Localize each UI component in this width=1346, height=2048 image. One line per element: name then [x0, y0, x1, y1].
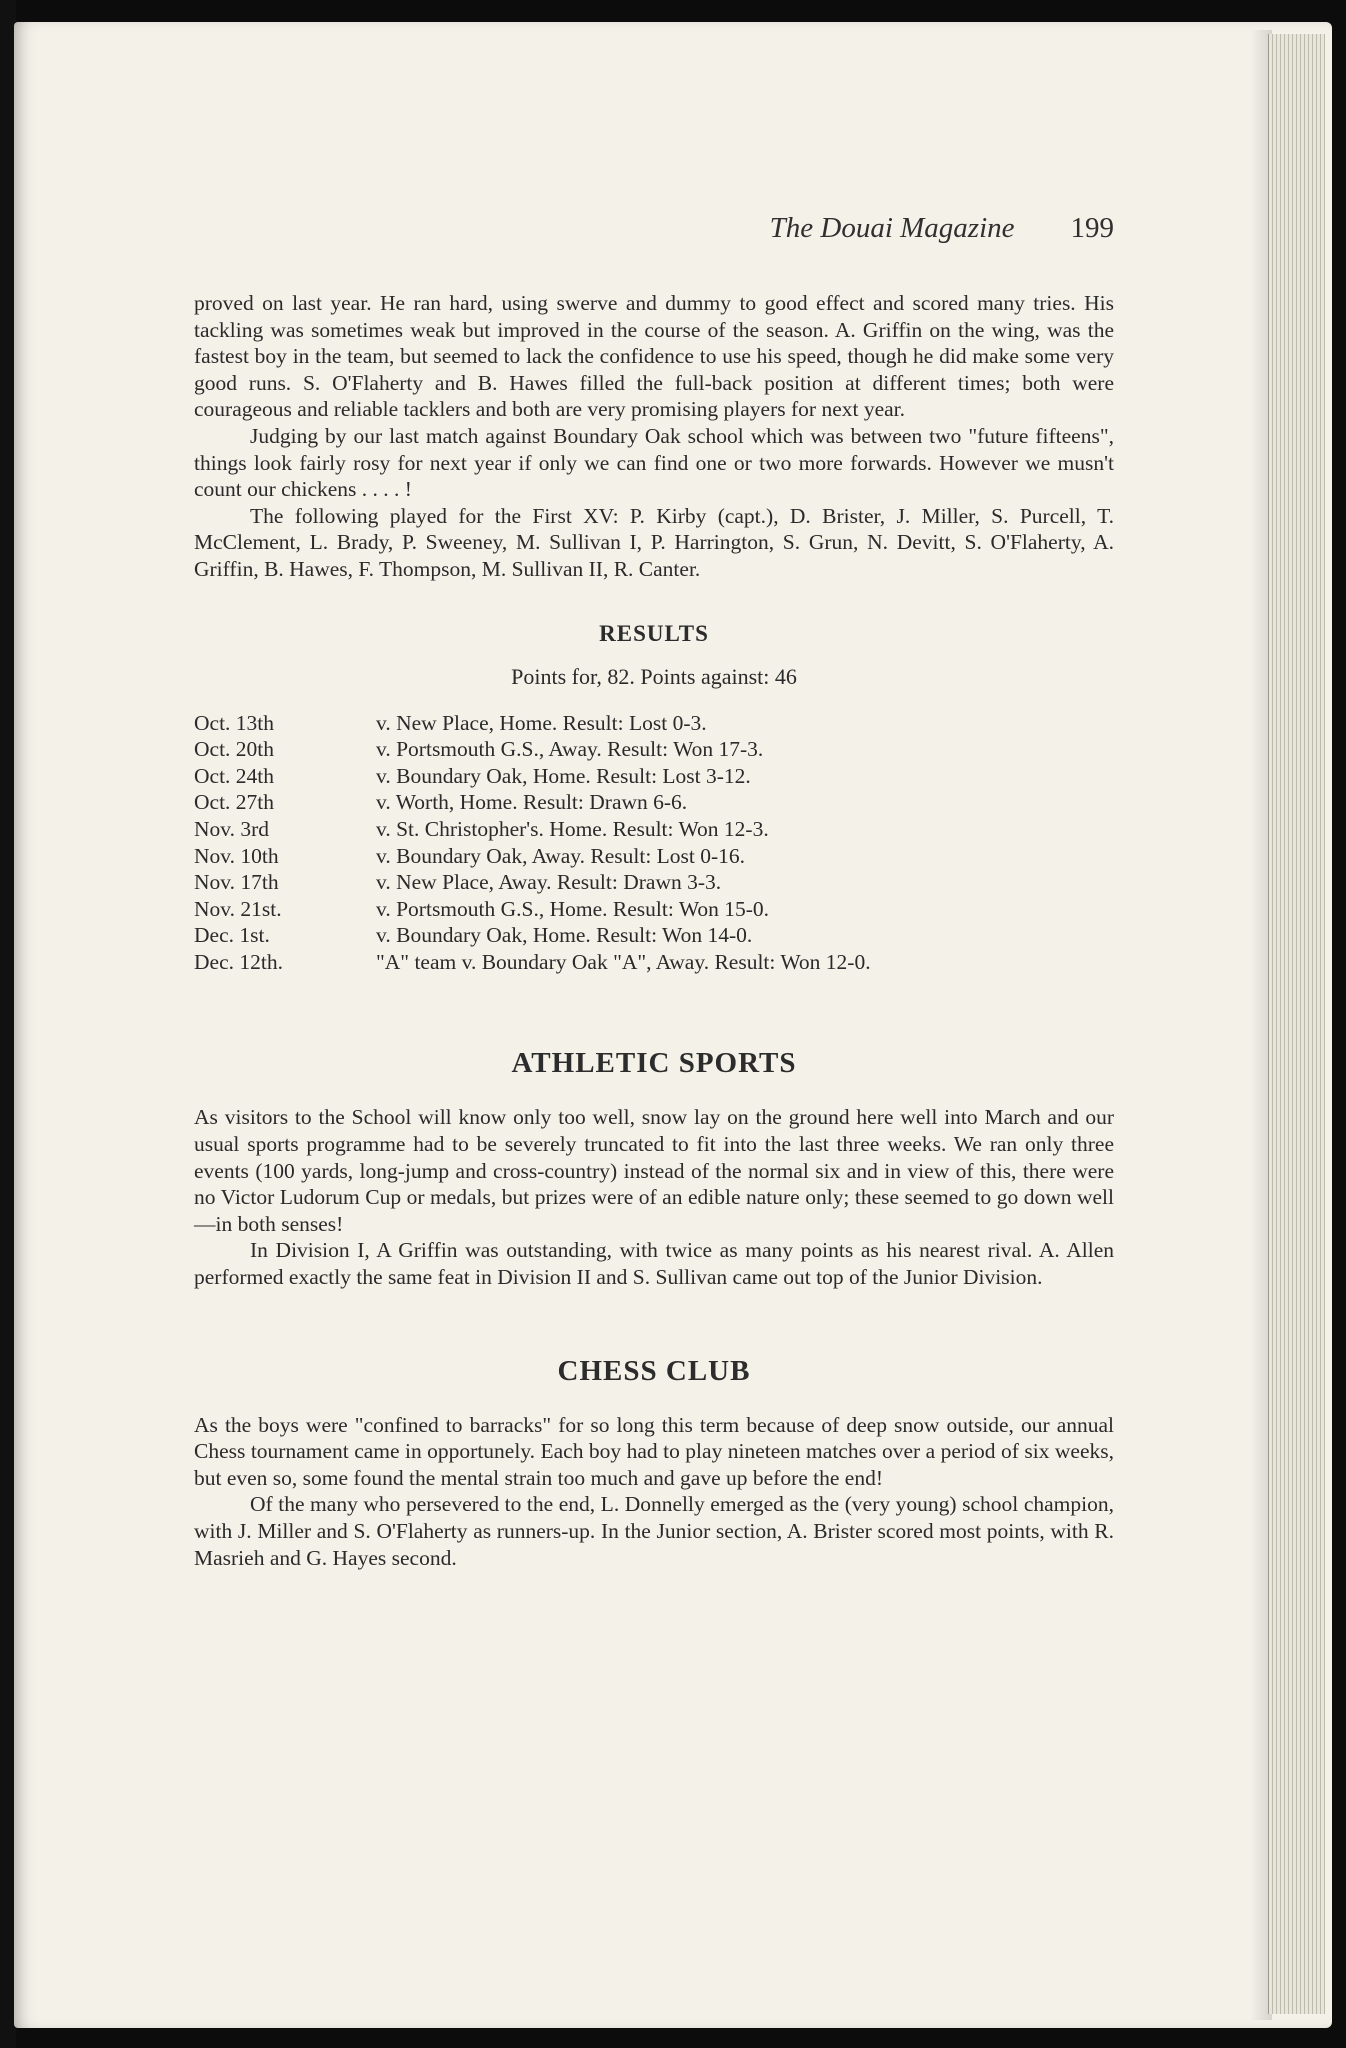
table-row — [194, 869, 1076, 896]
table-row — [194, 763, 1076, 790]
rugby-paragraph: proved on last year. He ran hard, using swerve and dummy to good effect and scored many tries. His tackling was sometimes weak but improved in the course of the season. A. Griffin on the wing, was the fastest boy in the team, but seemed to lack the confidence to use his speed, though he did make some very good runs. S. O'Flaherty and B. Hawes filled the full-back position at different times; both were courageous and reliable tacklers and both are very promising players for next year. — [194, 291, 1114, 422]
table-row — [194, 949, 1076, 976]
athletic-sports-heading: ATHLETIC SPORTS — [511, 1047, 797, 1080]
rugby-paragraph: Judging by our last match against Boundary Oak school which was between two "future fifteens", things look fairly rosy for next year if only we can find one or two more forwards. However we musn't count our chickens . . . . ! — [194, 423, 1114, 502]
match-date: Nov. 10th — [194, 843, 279, 868]
match-result: "A" team v. Boundary Oak "A", Away. Result: Won 12-0. — [376, 949, 871, 974]
match-result: v. Portsmouth G.S., Away. Result: Won 17-3. — [376, 737, 764, 762]
page-edges — [1268, 34, 1325, 2014]
table-row — [194, 896, 1076, 923]
match-date: Oct. 24th — [194, 763, 275, 788]
table-row — [194, 736, 1076, 763]
match-result: v. Portsmouth G.S., Home. Result: Won 15-0. — [376, 896, 770, 921]
points-summary: Points for, 82. Points against: 46 — [511, 663, 797, 689]
table-row — [194, 843, 1076, 870]
match-date: Dec. 12th. — [194, 949, 283, 974]
match-date: Nov. 3rd — [194, 816, 270, 841]
match-result: v. Worth, Home. Result: Drawn 6-6. — [376, 790, 688, 815]
results-heading: RESULTS — [599, 620, 709, 646]
match-date: Oct. 20th — [194, 737, 275, 762]
match-result: v. Boundary Oak, Home. Result: Lost 3-12. — [376, 763, 751, 788]
match-date: Dec. 1st. — [194, 923, 270, 948]
match-result: v. Boundary Oak, Home. Result: Won 14-0. — [376, 923, 753, 948]
magazine-title: The Douai Magazine — [769, 212, 1015, 244]
table-row — [194, 789, 1076, 816]
page-number: 199 — [1070, 212, 1114, 244]
match-result: v. New Place, Home. Result: Lost 0-3. — [376, 710, 707, 735]
chess-paragraph: Of the many who persevered to the end, L. Donnelly emerged as the (very young) school champion, with J. Miller and S. O'Flaherty as runners-up. In the Junior section, A. Brister scored most points, with R. Masrieh and G. Hayes second. — [194, 1492, 1114, 1570]
athletic-paragraph: In Division I, A Griffin was outstanding, with twice as many points as his nearest rival. A. Allen performed exactly the same feat in Division II and S. Sullivan came out top of the Junior Division. — [194, 1238, 1114, 1290]
match-result: v. New Place, Away. Result: Drawn 3-3. — [376, 870, 722, 895]
article-body — [194, 290, 1114, 1571]
table-row — [194, 710, 1076, 737]
running-header — [194, 212, 1114, 252]
match-date: Oct. 13th — [194, 710, 275, 735]
athletic-paragraph: As visitors to the School will know only too well, snow lay on the ground here well into March and our usual sports programme had to be severely truncated to fit into the last three weeks. We ran only three events (100 yards, long-jump and cross-country) instead of the normal six and in view of this, there were no Victor Ludorum Cup or medals, but prizes were of an edible nature only; these seemed to go down well—in both senses! — [194, 1105, 1114, 1236]
match-date: Nov. 17th — [194, 870, 279, 895]
match-result: v. Boundary Oak, Away. Result: Lost 0-16. — [376, 843, 746, 868]
results-table — [194, 710, 1076, 976]
match-date: Nov. 21st. — [194, 896, 282, 921]
table-row — [194, 816, 1076, 843]
match-result: v. St. Christopher's. Home. Result: Won 12-3. — [376, 816, 769, 841]
table-row — [194, 922, 1076, 949]
rugby-paragraph: The following played for the First XV: P. Kirby (capt.), D. Brister, J. Miller, S. Purcell, T. McClement, L. Brady, P. Sweeney, M. Sullivan I, P. Harrington, S. Grun, N. Devitt, S. O'Flaherty, A. Griffin, B. Hawes, F. Thompson, M. Sullivan II, R. Canter. — [194, 503, 1114, 581]
match-date: Oct. 27th — [194, 790, 275, 815]
chess-club-heading: CHESS CLUB — [557, 1354, 751, 1387]
chess-paragraph: As the boys were "confined to barracks" for so long this term because of deep snow outside, our annual Chess tournament came in opportunely. Each boy had to play nineteen matches over a period of six weeks, but even so, some found the mental strain too much and gave up before the end! — [194, 1412, 1114, 1490]
